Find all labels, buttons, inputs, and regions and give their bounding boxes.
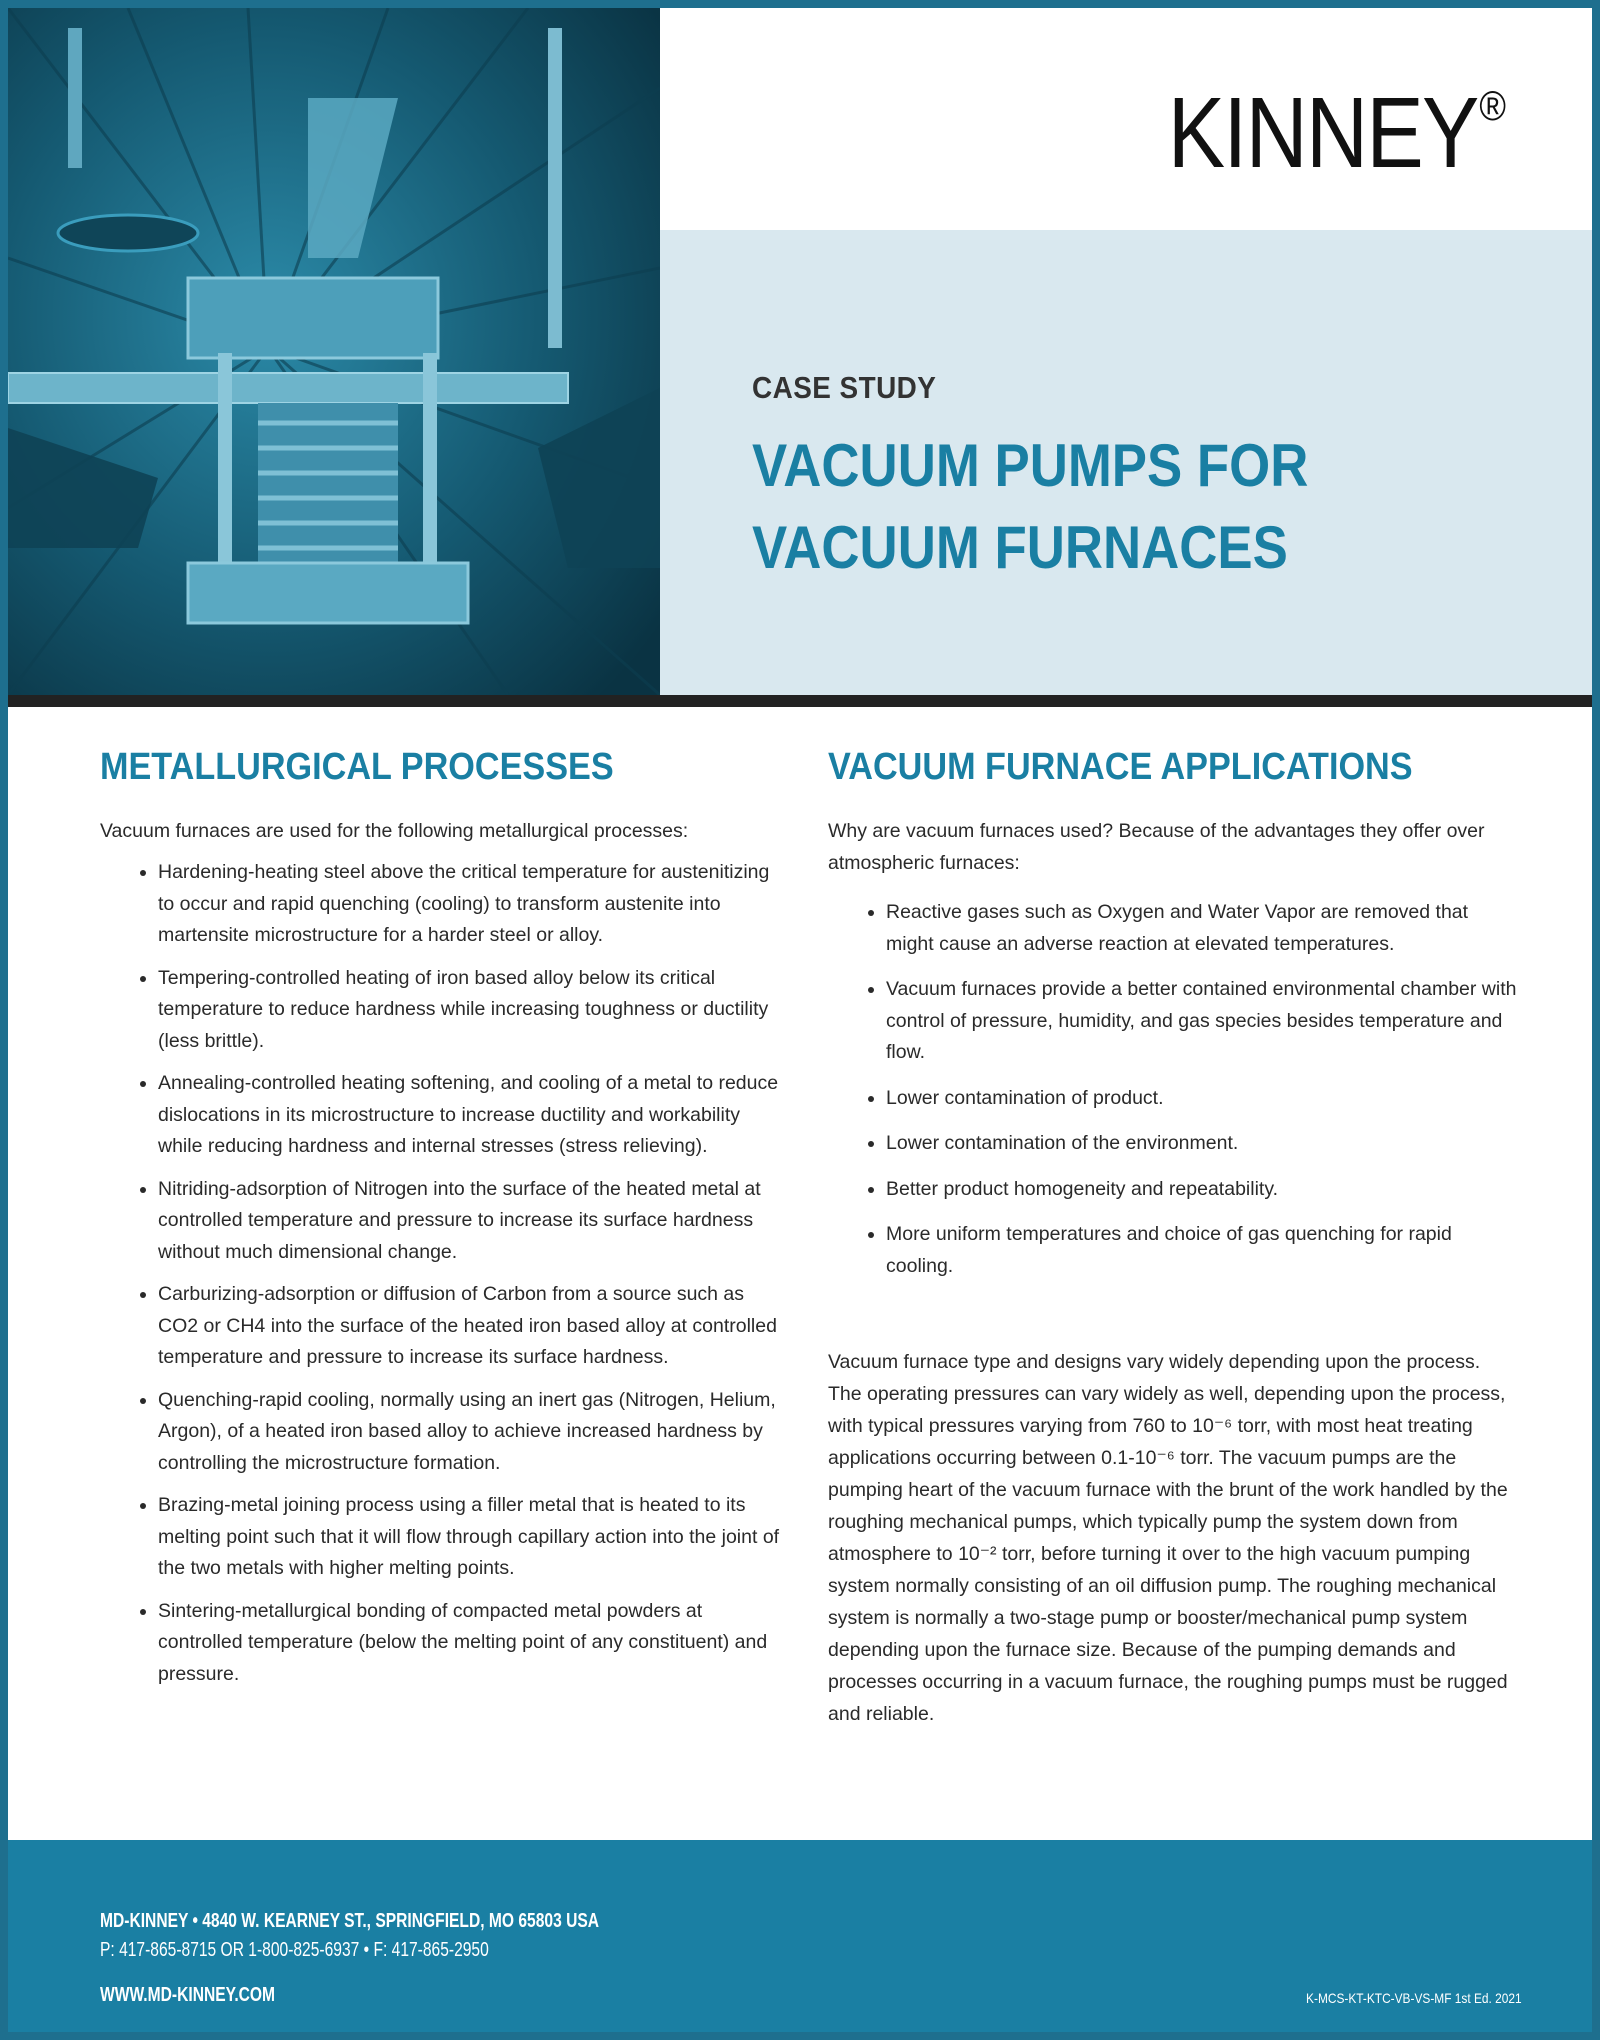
brand-area bbox=[660, 8, 1592, 230]
title-line-2: VACUUM FURNACES bbox=[752, 514, 1288, 581]
vacuum-furnace-applications-section bbox=[828, 746, 1518, 1730]
list-item: • Quenching-rapid cooling, normally using an inert gas (Nitrogen, Helium, Argon), of a heated iron based alloy to achieve increased hardness by controlling the microstructure formation. bbox=[158, 1385, 780, 1480]
list-item: • Reactive gases such as Oxygen and Water Vapor are removed that might cause an adverse reaction at elevated temperatures. bbox=[886, 897, 1518, 960]
list-item: • Better product homogeneity and repeatability. bbox=[886, 1174, 1518, 1206]
section-intro: Why are vacuum furnaces used? Because of the advantages they offer over atmospheric furnaces: bbox=[828, 820, 1485, 874]
list-item: • Tempering-controlled heating of iron based alloy below its critical temperature to reduce hardness while increasing toughness or ductility (less brittle). bbox=[158, 963, 780, 1058]
page-title bbox=[752, 425, 1308, 589]
section-heading: METALLURGICAL PROCESSES bbox=[100, 746, 614, 788]
document-code: K-MCS-KT-KTC-VB-VS-MF 1st Ed. 2021 bbox=[1306, 1990, 1522, 2006]
section-heading: VACUUM FURNACE APPLICATIONS bbox=[828, 746, 1413, 788]
registered-mark: ® bbox=[1479, 82, 1504, 129]
list-item: • Lower contamination of the environment. bbox=[886, 1128, 1518, 1160]
title-line-1: VACUUM PUMPS FOR bbox=[752, 432, 1309, 499]
furnace-photo-image bbox=[8, 8, 660, 695]
kinney-logo bbox=[1167, 76, 1504, 191]
footer bbox=[8, 1840, 1592, 2032]
list-item: • Lower contamination of product. bbox=[886, 1083, 1518, 1115]
list-item: • Sintering-metallurgical bonding of compacted metal powders at controlled temperature (below the melting point of any constituent) and pressure. bbox=[158, 1596, 780, 1691]
list-item: • Vacuum furnaces provide a better contained environmental chamber with control of pressure, humidity, and gas species besides temperature and flow. bbox=[886, 974, 1518, 1069]
metallurgical-processes-section bbox=[100, 746, 780, 1701]
furnace-photo bbox=[8, 8, 660, 695]
title-panel bbox=[660, 230, 1592, 695]
list-item: • Annealing-controlled heating softening, and cooling of a metal to reduce dislocations in its microstructure to increase ductility and workability while reducing hardness and internal stresses (stress relieving). bbox=[158, 1068, 780, 1163]
list-item: • Brazing-metal joining process using a filler metal that is heated to its melting point such that it will flow through capillary action into the joint of the two metals with higher melting points. bbox=[158, 1490, 780, 1585]
footer-phone: P: 417-865-8715 OR 1-800-825-6937 • F: 417-865-2950 bbox=[100, 1939, 489, 1961]
header-divider bbox=[8, 695, 1592, 707]
section-intro: Vacuum furnaces are used for the following metallurgical processes: bbox=[100, 820, 689, 842]
eyebrow-label: CASE STUDY bbox=[752, 370, 937, 405]
process-list bbox=[100, 857, 780, 1690]
list-item: • Carburizing-adsorption or diffusion of Carbon from a source such as CO2 or CH4 into the surface of the heated iron based alloy at controlled temperature and pressure to increase its surface hardness. bbox=[158, 1279, 780, 1374]
list-item: • Nitriding-adsorption of Nitrogen into the surface of the heated metal at controlled temperature and pressure to increase its surface hardness without much dimensional change. bbox=[158, 1174, 780, 1269]
list-item: • More uniform temperatures and choice of gas quenching for rapid cooling. bbox=[886, 1219, 1518, 1282]
logo-text: KINNEY bbox=[1167, 77, 1478, 189]
list-item: • Hardening-heating steel above the critical temperature for austenitizing to occur and rapid quenching (cooling) to transform austenite into martensite microstructure for a harder steel or alloy. bbox=[158, 857, 780, 952]
footer-website-link[interactable]: WWW.MD-KINNEY.COM bbox=[100, 1984, 276, 2006]
footer-address: MD-KINNEY • 4840 W. KEARNEY ST., SPRINGFIELD, MO 65803 USA bbox=[100, 1910, 600, 1932]
advantages-list bbox=[828, 897, 1518, 1282]
body-paragraph: Vacuum furnace type and designs vary widely depending upon the process. The operating pressures can vary widely as well, depending upon the process, with typical pressures varying from 760 to 10⁻⁶ torr, with most heat treating applications occurring between 0.1-10⁻⁶ torr. The vacuum pumps are the pumping heart of the vacuum furnace with the brunt of the work handled by the roughing mechanical pumps, which typically pump the system down from atmosphere to 10⁻² torr, before turning it over to the high vacuum pumping system normally consisting of an oil diffusion pump. The roughing mechanical system is normally a two-stage pump or booster/mechanical pump system depending upon the furnace size. Because of the pumping demands and processes occurring in a vacuum furnace, the roughing pumps must be rugged and reliable. bbox=[828, 1351, 1508, 1725]
